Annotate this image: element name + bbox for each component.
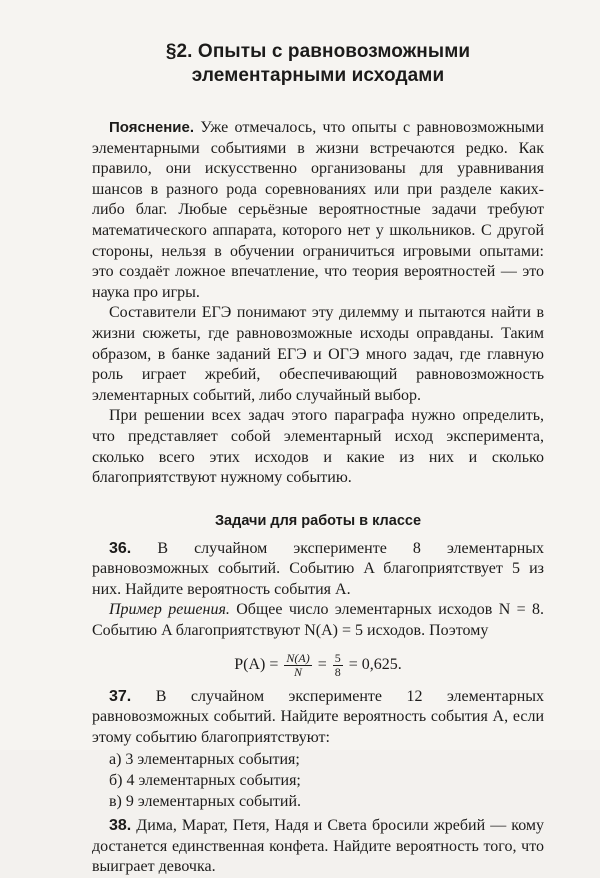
formula-rhs: = 0,625. [348,656,402,674]
intro-paragraph-2: Составители ЕГЭ понимают эту дилемму и пытаются найти в жизни сюжеты, где равновозможные исходы оправданы. Таким образом, в банке заданий ЕГЭ и ОГЭ много задач, где главную роль играет жребий, обеспечивающий равновозможность элементарных событий, либо случайный выбор. [92,304,544,404]
intro-paragraph-3: При решении всех задач этого параграфа нужно определить, что представляет собой элементарный исход эксперимента, сколько всего этих исходов и какие из них и сколько благоприятствуют нужному событию. [92,407,544,487]
task-37-option-c: в) 9 элементарных событий. [109,792,302,810]
task-36-example [92,600,544,641]
formula-equals: = [317,656,327,674]
fraction-5-over-8 [333,652,343,679]
task-36 [92,539,544,601]
section-title [92,40,544,88]
intro-paragraph-1 [92,118,544,303]
task-38-number: 38. [109,817,132,835]
task-36-number: 36. [109,539,132,557]
fraction-1-numerator: N(A) [286,650,310,665]
section-title-line-2: элементарными исходами [191,65,445,86]
fraction-n-a-over-n [284,652,311,679]
example-label: Пример решения. [109,601,230,619]
class-tasks-heading: Задачи для работы в классе [214,512,422,529]
fraction-2-numerator: 5 [334,650,341,665]
task-38 [92,816,544,878]
task-37-option-b: б) 4 элементарных события; [109,772,301,790]
task-37-options [92,750,544,812]
task-37-number: 37. [109,687,132,705]
fraction-1-denominator: N [294,664,303,679]
task-37-text: В случайном эксперименте 12 элементарных равновозможных событий. Найдите вероятность события A, если этому событию благоприятствуют: [92,687,545,746]
task-36-text: В случайном эксперименте 8 элементарных равновозможных событий. Событию A благоприятствует 5 из них. Найдите вероятность события A. [92,539,544,598]
intro-paragraph-1-text: Уже отмечалось, что опыты с равновозможными элементарными событиями в жизни встречаются редко. Как правило, они искусственно организованы для уравнивания шансов в разного рода соревнованиях или при разделе каких-либо благ. Любые серьёзные вероятностные задачи требуют математического аппарата, которого нет у школьников. С другой стороны, нельзя в обучении ограничиться игровыми опытами: это создаёт ложное впечатление, что теория вероятностей — это наука про игры. [92,119,544,301]
task-37-option-a: а) 3 элементарных события; [109,751,300,769]
explanation-label: Пояснение. [109,119,195,136]
section-title-line-1: §2. Опыты с равновозможными [165,41,471,62]
probability-formula [92,652,544,679]
task-38-text: Дима, Марат, Петя, Надя и Света бросили жребий — кому достанется единственная конфета. Найдите вероятность того, что выиграет девочка. [92,817,545,876]
task-37 [92,687,544,749]
formula-lhs: P(A) = [234,656,279,674]
fraction-2-denominator: 8 [334,664,341,679]
example-text: Общее число элементарных исходов N = 8. Событию A благоприятствуют N(A) = 5 исходов. Поэтому [92,601,545,640]
